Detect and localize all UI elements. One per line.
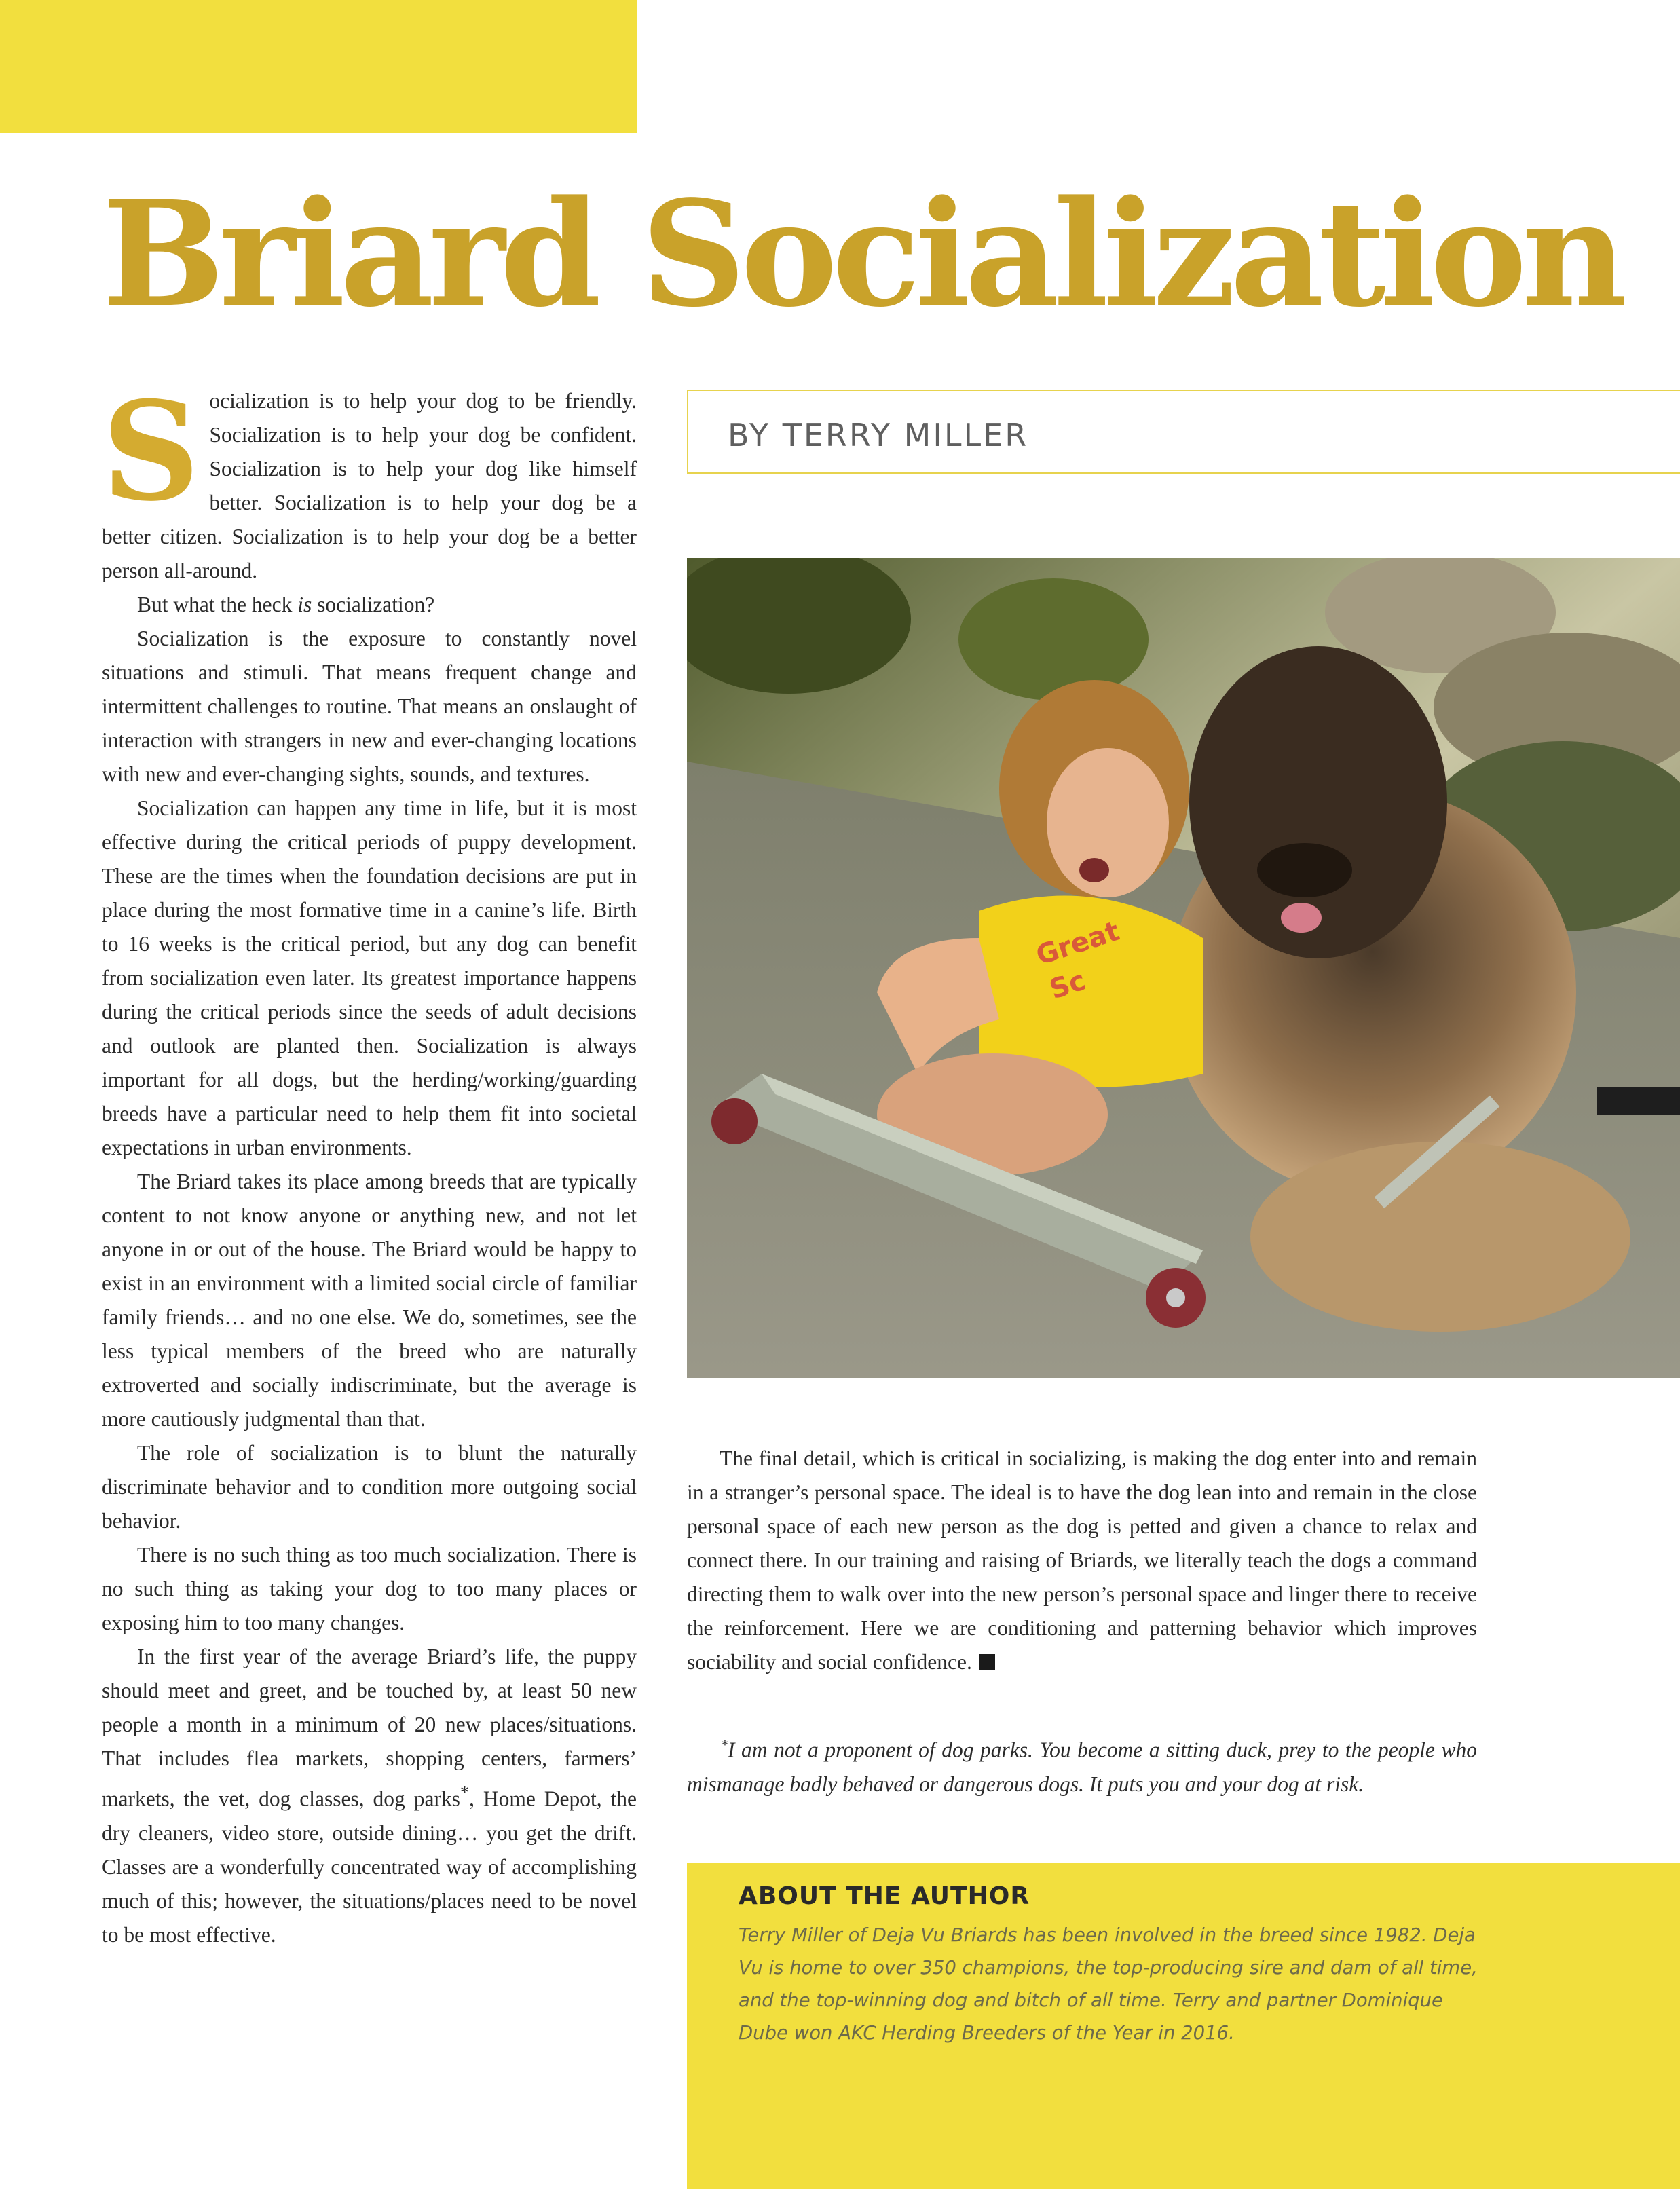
about-heading: ABOUT THE AUTHOR: [739, 1882, 1030, 1910]
body-paragraph: There is no such thing as too much socialization. There is no such thing as taking your dog to too many places or exposing him to too many changes.: [102, 1543, 637, 1634]
footnote-marker: *: [460, 1782, 470, 1802]
question-emphasis: is: [297, 593, 312, 616]
body-paragraph: Socialization can happen any time in life, but it is most effective during the critical periods of puppy development. These are the times when the foundation decisions are put in place during the most formative time in a canine’s life. Birth to 16 weeks is the critical period, but any dog can benefit from socialization even later. Its greatest importance happens during the critical periods since the seeds of adult decisions and outlook are planted then. Socialization is always important for all dogs, but the herding/working/guarding breeds have a particular need to help them fit into societal expectations in urban environments.: [102, 796, 637, 1159]
body-paragraph: Socialization is the exposure to constantly novel situations and stimuli. That means frequent change and intermittent challenges to routine. That means an onslaught of interaction with strangers in new and ever-changing locations with new and ever-changing sights, sounds, and textures.: [102, 626, 637, 786]
footnote-marker: *: [721, 1738, 728, 1753]
final-paragraph: The final detail, which is critical in socializing, is making the dog enter into and remain in a stranger’s personal space. The ideal is to have the dog lean into and remain in the close personal space of each new person as the dog is petted and given a chance to relax and connect there. In our training and raising of Briards, we literally teach the dogs a command directing them to walk over into the new person’s personal space and linger there to receive the reinforcement. Here we are conditioning and patterning behavior which improves sociability and social confidence.: [687, 1446, 1477, 1674]
shirt-text-2: Sc: [1045, 965, 1090, 1006]
byline-box: [687, 390, 1680, 474]
footnote-text: I am not a proponent of dog parks. You become a sitting duck, prey to the people who mismanage badly behaved or dangerous dogs. It puts you and your dog at risk.: [687, 1738, 1477, 1796]
right-column: [687, 1442, 1477, 1679]
body-paragraph: The Briard takes its place among breeds that are typically content to not know anyone or anything new, and not let anyone in or out of the house. The Briard would be happy to exist in an environment with a limited social circle of familiar family friends… and no one else. We do, sometimes, see the less typical members of the breed who are naturally extroverted and socially indiscriminate, but the average is more cautiously judgmental than that.: [102, 1170, 637, 1431]
shirt-text-1: Great: [1032, 915, 1123, 972]
intro-paragraph: [102, 372, 637, 588]
about-the-author-box: [687, 1863, 1680, 2189]
about-text: Terry Miller of Deja Vu Briards has been involved in the breed since 1982. Deja Vu is home to over 350 champions, the top-producing sire and dam of all time, and the top-winning dog and bitch of all time. Terry and partner Dominique Dube won AKC Herding Breeders of the Year in 2016.: [739, 1924, 1478, 2044]
footnote: [687, 1728, 1477, 1801]
intro-text: ocialization is to help your dog to be friendly. Socialization is to help your dog be confident. Socialization is to help your dog like himself better. Socialization is to help your dog be a better citizen. Socialization is to help your dog be a better person all-around.: [102, 389, 637, 582]
end-of-article-mark: [979, 1654, 995, 1670]
question-paragraph: But what the heck is socialization?: [137, 593, 435, 616]
byline: BY TERRY MILLER: [728, 417, 1029, 453]
top-accent-bar: [0, 0, 637, 133]
body-paragraph-last: In the first year of the average Briard’s life, the puppy should meet and greet, and be touched by, at least 50 new people a month in a minimum of 20 new places/situations. That includes flea markets, shopping centers, farmers’ markets, the vet, dog classes, dog parks*, Home Depot, the dry cleaners, video store, outside dining… you get the drift. Classes are a wonderfully concentrated way of accomplishing much of this; however, the situations/places need to be novel to be most effective.: [102, 1645, 637, 1947]
drop-cap: S: [102, 372, 200, 531]
article-photo: [687, 558, 1680, 1378]
article-title: Briard Socialization: [102, 169, 1622, 339]
body-paragraph: The role of socialization is to blunt the naturally discriminate behavior and to condition more outgoing social behavior.: [102, 1441, 637, 1533]
left-column: [102, 372, 637, 1952]
